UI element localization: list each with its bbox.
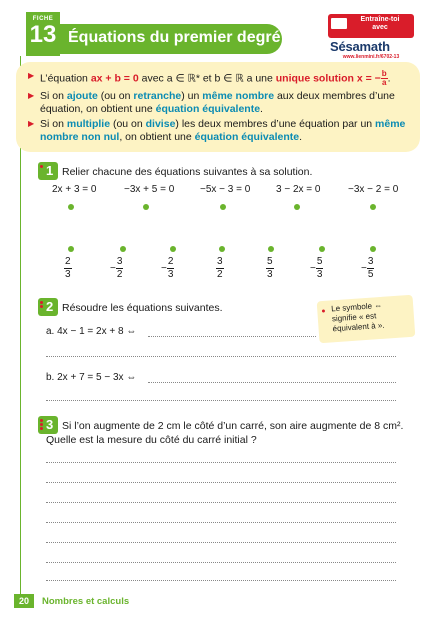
answer-2-dot[interactable] xyxy=(120,246,126,252)
bullet-icon: ▶ xyxy=(28,91,35,100)
sesamath-url[interactable]: www.lienmini.fr/6702-13 xyxy=(342,54,400,60)
answer-3-dot[interactable] xyxy=(170,246,176,252)
exercise-3-question: Si l’on augmente de 2 cm le côté d’un carré, son aire augmente de 8 cm². xyxy=(62,420,404,432)
equation-3: −5x − 3 = 0 xyxy=(200,184,251,195)
bullet-icon: ▶ xyxy=(28,119,35,128)
answer-7-dot[interactable] xyxy=(370,246,376,252)
exercise-3-number: 3 xyxy=(38,416,58,434)
note-text: Le symbole ⇔ signifie « est équivalent à ». xyxy=(330,300,385,334)
fiche-badge xyxy=(26,12,60,56)
answer-1: $\frac{2}{3}$ xyxy=(65,256,71,280)
answer-2: − $\frac{3}{2}$ xyxy=(110,256,123,280)
equation-3-dot[interactable] xyxy=(220,204,226,210)
monitor-icon xyxy=(331,18,347,29)
answer-5-dot[interactable] xyxy=(268,246,274,252)
equation-5: −3x − 2 = 0 xyxy=(348,184,399,195)
sesamath-banner xyxy=(328,14,414,38)
answer-line[interactable] xyxy=(46,482,396,483)
sesamath-link[interactable] xyxy=(328,14,414,60)
equation-1: 2x + 3 = 0 xyxy=(52,184,97,195)
equation-1-dot[interactable] xyxy=(68,204,74,210)
exercise-1-title: Relier chacune des équations suivantes à sa solution. xyxy=(62,166,313,178)
answer-6: − $\frac{5}{3}$ xyxy=(310,256,323,280)
equation-b-label: b. 2x + 7 = 5 − 3x ⇔ xyxy=(46,372,137,383)
answer-4-dot[interactable] xyxy=(219,246,225,252)
exercise-1-number: 1 xyxy=(38,162,58,180)
exercise-3-question-2: Quelle est la mesure du côté du carré initial ? xyxy=(46,434,257,446)
answer-line[interactable] xyxy=(46,562,396,563)
answer-line[interactable] xyxy=(46,580,396,581)
section-name: Nombres et calculs xyxy=(42,596,130,607)
sesamath-line2: avec xyxy=(372,24,388,31)
fraction-b-over-a: $\frac{b}{a}$ xyxy=(381,69,387,87)
equivalence-note xyxy=(317,295,416,344)
answer-4: $\frac{3}{2}$ xyxy=(217,256,223,280)
equation-4-dot[interactable] xyxy=(294,204,300,210)
pin-icon: ● xyxy=(321,307,326,316)
answer-line[interactable] xyxy=(148,382,396,383)
page-number: 20 xyxy=(14,594,34,608)
answer-3: − $\frac{2}{3}$ xyxy=(161,256,174,280)
answer-line[interactable] xyxy=(46,462,396,463)
answer-7: − $\frac{3}{5}$ xyxy=(361,256,374,280)
equation-a-label: a. 4x − 1 = 2x + 8 ⇔ xyxy=(46,326,137,337)
answer-line[interactable] xyxy=(46,522,396,523)
answer-line[interactable] xyxy=(46,400,396,401)
page-title: Équations du premier degré xyxy=(68,29,281,46)
rule-2: ▶ Si on ajoute (ou on retranche) un même nombre aux deux membres d’une équation, on obtient une équation équivalente. xyxy=(28,90,395,115)
answer-line[interactable] xyxy=(148,336,316,337)
bullet-icon: ▶ xyxy=(28,71,35,80)
answer-line[interactable] xyxy=(46,542,396,543)
equation-4: 3 − 2x = 0 xyxy=(276,184,321,195)
equation-2-dot[interactable] xyxy=(143,204,149,210)
rule-3: ▶ Si on multiplie (ou on divise) les deux membres d’une équation par un même nombre non nul, on obtient une équation équivalente. xyxy=(28,118,406,143)
equation-5-dot[interactable] xyxy=(370,204,376,210)
fiche-label: FICHE xyxy=(32,16,54,22)
answer-line[interactable] xyxy=(46,502,396,503)
answer-1-dot[interactable] xyxy=(68,246,74,252)
page-header xyxy=(0,12,300,56)
exercise-2-title: Résoudre les équations suivantes. xyxy=(62,302,223,314)
answer-5: $\frac{5}{3}$ xyxy=(267,256,273,280)
title-bar xyxy=(56,24,282,54)
equation-2: −3x + 5 = 0 xyxy=(124,184,175,195)
exercise-2-number: 2 xyxy=(38,298,58,316)
sesamath-logo: Sésamath xyxy=(330,39,390,54)
sesamath-line1: Entraîne-toi xyxy=(360,16,400,23)
rule-1: ▶ L’équation ax + b = 0 avec a ∈ ℝ* et b ∈ ℝ a une unique solution x = − $\frac{b}{a}$ . xyxy=(28,69,391,87)
fiche-number: 13 xyxy=(29,21,57,48)
rules-box xyxy=(16,62,420,152)
answer-line[interactable] xyxy=(46,356,396,357)
answer-6-dot[interactable] xyxy=(319,246,325,252)
